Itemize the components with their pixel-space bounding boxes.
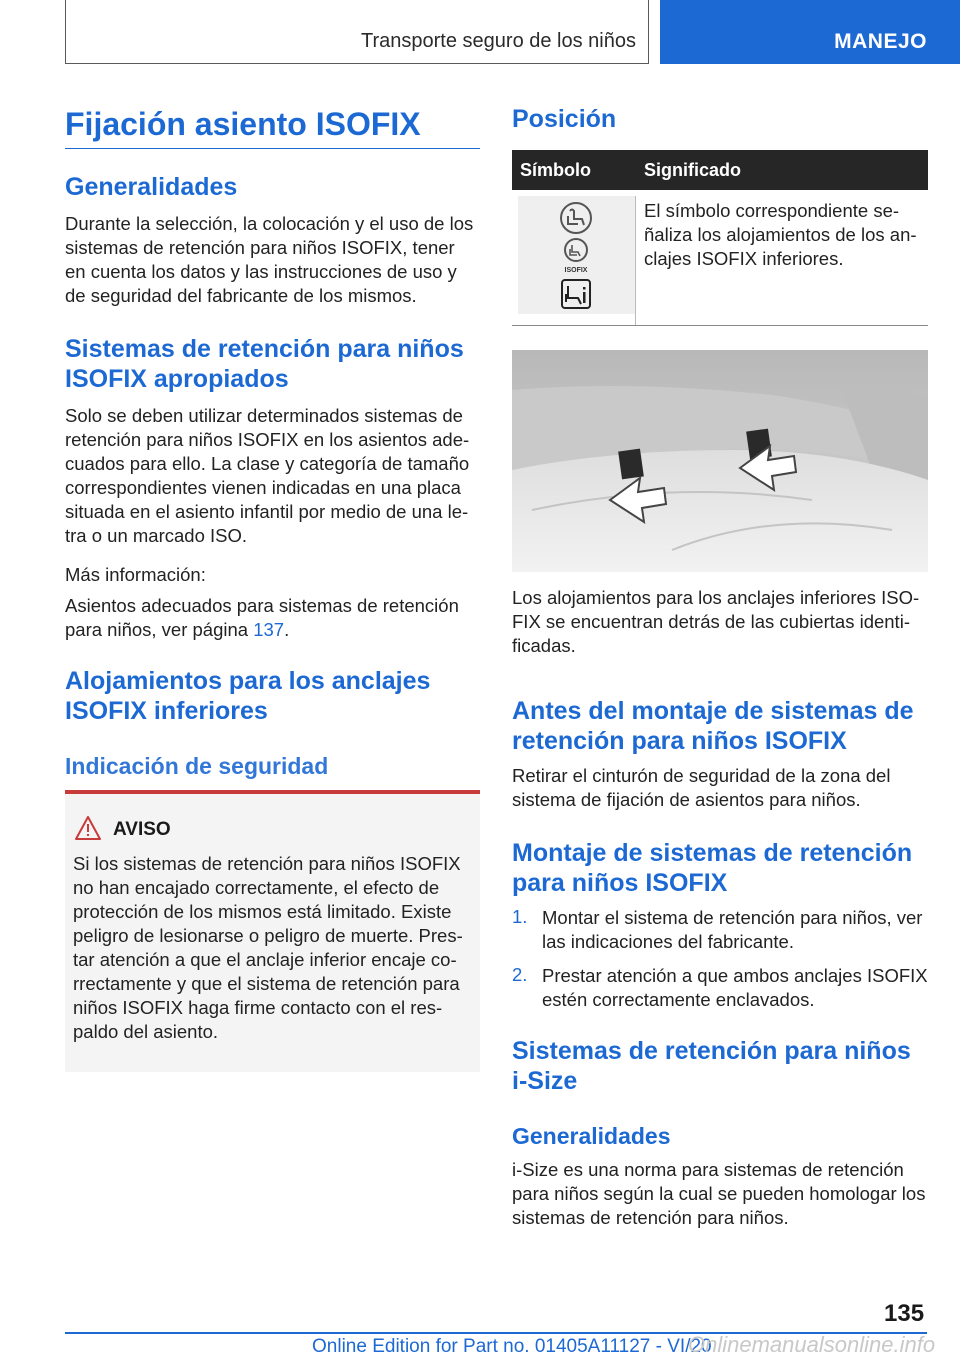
title-rule — [65, 148, 480, 149]
heading-posicion: Posición — [512, 105, 617, 133]
reference-end: . — [284, 619, 290, 640]
warning-title: AVISO — [113, 819, 171, 840]
subheading-indicacion-seguridad: Indicación de seguridad — [65, 753, 329, 779]
warning-text: Si los sistemas de retención para niños ISOFIX no han encajado correctamente, el efecto de protección de los mismos está limitado. Existe peligro de lesionarse o peligro de muerte. Prestar atención a que el anclaje inferior encaje correctamente y que el sistema de retención para niños ISOFIX haga firme contacto con el respaldo del asiento. — [73, 853, 463, 1042]
page-title: Fijación asiento ISOFIX — [65, 106, 421, 142]
step-number: 1. — [512, 906, 528, 927]
symbol-table-header — [512, 150, 928, 190]
more-info-label: Más información: — [65, 564, 206, 585]
table-header-meaning: Significado — [644, 160, 742, 180]
page-number: 135 — [884, 1300, 925, 1327]
table-bottom-rule — [512, 325, 928, 326]
table-meaning-text: El símbolo correspondiente señaliza los alojamientos de los anclajes ISOFIX inferiores. — [644, 200, 917, 269]
heading-montaje: Montaje de sistemas de retención para niños ISOFIX — [512, 839, 913, 897]
step-text: Montar el sistema de retención para niños, ver las indicaciones del fabricante. — [542, 907, 923, 952]
heading-generalidades: Generalidades — [65, 173, 238, 201]
isofix-seat-photo — [512, 350, 928, 572]
photo-caption: Los alojamientos para los anclajes inferiores ISOFIX se encuentran detrás de las cubiertas identificadas. — [512, 587, 920, 656]
symbol-cell — [518, 196, 635, 314]
footer-edition: Online Edition for Part no. 01405A11127 - VI/20 — [312, 1336, 712, 1357]
header-section-title: Transporte seguro de los niños — [361, 30, 636, 52]
warning-box — [65, 790, 480, 1072]
heading-sistemas-apropiados: Sistemas de retención para niños ISOFIX apropiados — [65, 335, 464, 393]
heading-antes-montaje: Antes del montaje de sistemas de retención para niños ISOFIX — [512, 697, 914, 755]
header-section-box — [65, 0, 649, 64]
isofix-symbols-icon — [518, 196, 635, 314]
table-column-divider — [635, 196, 636, 326]
reference-text: Asientos adecuados para sistemas de retención para niños, ver página — [65, 595, 459, 640]
paragraph-isize: i-Size es una norma para sistemas de retención para niños según la cual se pueden homologar los sistemas de retención para niños. — [512, 1159, 926, 1228]
warning-triangle-icon — [75, 816, 101, 840]
subheading-isize-generalidades: Generalidades — [512, 1123, 671, 1149]
header-chapter-label: MANEJO — [834, 30, 927, 53]
heading-isize: Sistemas de retención para niños i-Size — [512, 1037, 911, 1095]
paragraph-sistemas-apropiados: Solo se deben utilizar determinados sistemas de retención para niños ISOFIX en los asientos adecuados para ello. La clase y categoría de tamaño correspondientes vienen indicadas en una placa situada en el asiento infantil por medio de una letra o un marcado ISO. — [65, 405, 470, 546]
paragraph-generalidades: Durante la selección, la colocación y el uso de los sistemas de retención para niños ISOFIX, tener en cuenta los datos y las instrucciones de uso y de seguridad del fabricante de los mismos. — [65, 213, 474, 306]
step-text: Prestar atención a que ambos anclajes ISOFIX estén correctamente enclavados. — [542, 965, 928, 1010]
header-chapter-tab[interactable] — [660, 0, 960, 64]
table-header-symbol: Símbolo — [520, 160, 591, 180]
reference-paragraph — [65, 594, 480, 642]
paragraph-antes-montaje: Retirar el cinturón de seguridad de la zona del sistema de fijación de asientos para niños. — [512, 765, 891, 810]
reference-page-link[interactable]: 137 — [253, 619, 285, 640]
step-number: 2. — [512, 964, 528, 985]
heading-alojamientos: Alojamientos para los anclajes ISOFIX inferiores — [65, 667, 431, 725]
footer-watermark: Onlinemanualsonline.info — [688, 1332, 936, 1357]
svg-text:ISOFIX: ISOFIX — [564, 267, 588, 274]
